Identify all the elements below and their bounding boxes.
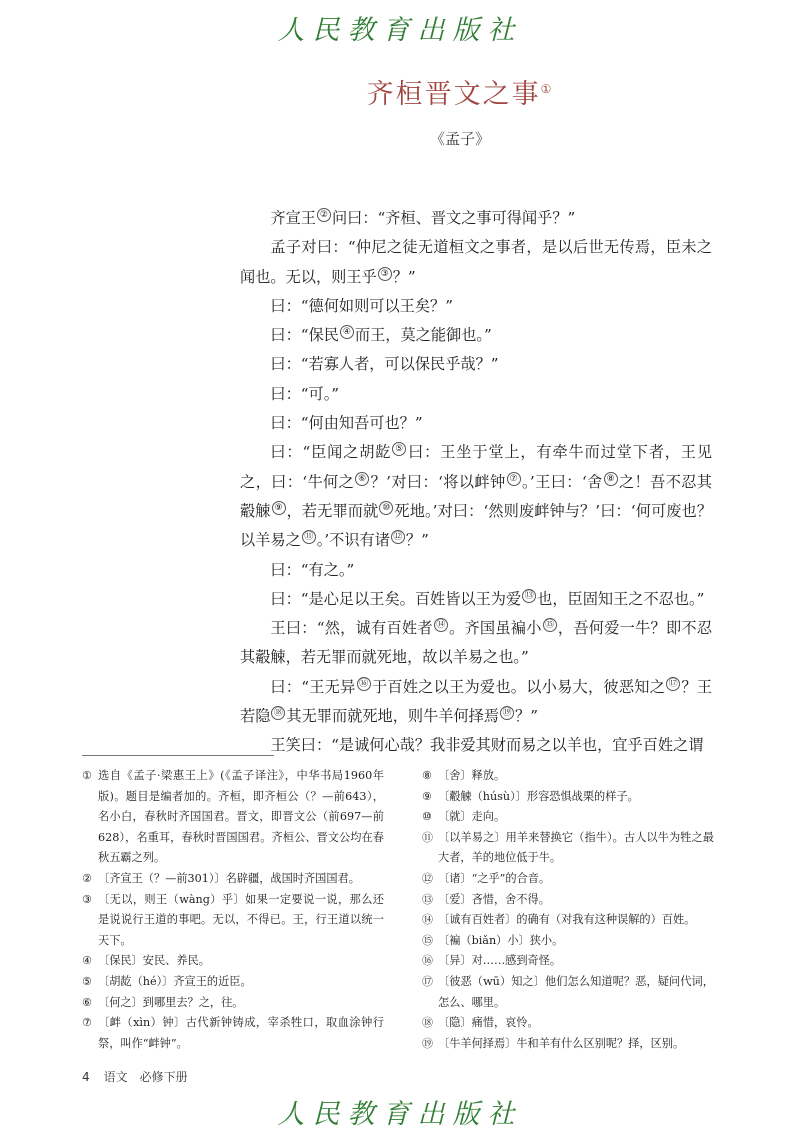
footnote-text: 〔胡龁（hé）〕齐宣王的近臣。 xyxy=(98,974,252,988)
text-run: 之！吾不忍其觳觫 xyxy=(240,472,713,520)
footnote-mark: ⑭ xyxy=(434,618,448,632)
footnote-text: 〔彼恶（wū）知之〕他们怎么知道呢？恶，疑问代词，怎么、哪里。 xyxy=(438,974,714,1009)
footnote-text: 〔舍〕释放。 xyxy=(438,769,506,782)
footnote-number: ⑩ xyxy=(422,810,432,824)
footnote-mark: ⑦ xyxy=(507,472,521,486)
footnote-text: 〔何之〕到哪里去？之，往。 xyxy=(98,995,244,1009)
footnote-mark: ⑩ xyxy=(379,501,393,515)
footnote-divider xyxy=(82,755,274,756)
text-run: 曰：“何由知吾可也？” xyxy=(270,414,423,433)
text-run: ？” xyxy=(392,267,416,286)
footnote-text: 〔诚有百姓者〕的确有（对我有这种误解的）百姓。 xyxy=(438,913,696,927)
title-text: 齐桓晋文之事 xyxy=(366,79,541,110)
footnote xyxy=(422,766,714,787)
publisher-logo-bottom: 人民教育出版社 xyxy=(277,1099,523,1130)
footnote-number: ⑫ xyxy=(422,871,433,885)
text-run: 。齐国虽褊小 xyxy=(448,619,542,638)
paragraph xyxy=(240,673,712,732)
page-footer xyxy=(82,1068,188,1085)
text-run: 曰：“若寡人者，可以保民乎哉？” xyxy=(270,355,499,374)
paragraph xyxy=(240,380,712,409)
title-note-mark: ① xyxy=(540,82,554,96)
paragraph xyxy=(240,585,712,614)
footnote-mark: ⑧ xyxy=(604,472,618,486)
text-run: 。’王曰：‘舍 xyxy=(521,472,603,491)
text-run: 。’不识有诸 xyxy=(316,531,390,550)
footnote-number: ⑰ xyxy=(422,974,433,988)
text-run: ，若无罪而就 xyxy=(286,501,379,520)
paragraph xyxy=(240,233,712,292)
paragraph xyxy=(240,204,712,233)
footnote-mark: ② xyxy=(317,208,331,222)
footnote-number: ⑯ xyxy=(422,954,433,968)
paragraph xyxy=(240,350,712,379)
paragraph xyxy=(240,556,712,585)
text-run: 齐宣王 xyxy=(270,209,316,227)
footnote-mark: ⑪ xyxy=(302,530,316,544)
footnote xyxy=(422,1034,714,1055)
footnote-text: 〔保民〕安民、养民。 xyxy=(98,954,210,968)
text-run: ，吾何爱一牛？即不忍其觳觫，若无罪而就死地，故以羊易之也。” xyxy=(240,619,713,667)
footnote xyxy=(422,890,714,911)
footnote-text: 〔觳觫（húsù）〕形容恐惧战栗的样子。 xyxy=(438,789,639,803)
footnote-number: ⑧ xyxy=(422,769,432,782)
footnote xyxy=(422,931,714,952)
footnote-text: 〔隐〕痛惜，哀怜。 xyxy=(438,1016,539,1030)
text-run: 曰：王坐于堂上，有牵牛而过堂下者，王见之，曰：‘牛何之 xyxy=(240,443,713,491)
text-run: 孟子对曰：“仲尼之徒无道桓文之事者，是以后世无传焉，臣未之闻也。无以，则王乎 xyxy=(240,238,712,286)
footnote xyxy=(422,951,714,972)
text-run: 曰：“可。” xyxy=(270,384,340,403)
footnote-mark: ⑱ xyxy=(271,706,285,720)
footnote-text: 〔牛羊何择焉〕牛和羊有什么区别呢？择，区别。 xyxy=(438,1036,685,1050)
paragraph xyxy=(240,292,712,321)
author: 《孟子》 xyxy=(429,130,490,148)
footnote-number: ⑱ xyxy=(422,1016,433,1030)
footnote-number: ② xyxy=(82,871,92,885)
footnote-number: ⑥ xyxy=(82,995,92,1009)
footnote-number: ⑲ xyxy=(422,1036,433,1050)
footnote-mark: ⑯ xyxy=(357,677,371,691)
footnote xyxy=(422,787,714,808)
footnote xyxy=(422,828,714,869)
footnote-text: 〔爱〕吝惜，舍不得。 xyxy=(438,892,550,906)
footnote xyxy=(82,993,384,1014)
footnote xyxy=(422,1013,714,1034)
text-run: 其无罪而就死地，则牛羊何择焉 xyxy=(286,707,499,726)
footnote-text: 〔异〕对……感到奇怪。 xyxy=(438,954,562,968)
footnote-text: 〔齐宣王（？—前301）〕名辟疆，战国时齐国国君。 xyxy=(98,871,360,885)
footnote-text: 〔无以，则王（wàng）乎〕如果一定要说一说，那么还是说说行王道的事吧。无以，不得已。王，行王道以统一天下。 xyxy=(98,892,384,947)
publisher-logo-top: 人民教育出版社 xyxy=(277,15,523,46)
footnote-number: ① xyxy=(82,769,92,782)
footnote-mark: ⑰ xyxy=(666,677,680,691)
footnote-number: ⑤ xyxy=(82,974,92,988)
footnote xyxy=(422,807,714,828)
text-run: 曰：“有之。” xyxy=(270,560,355,579)
book-name: 语文 必修下册 xyxy=(103,1070,188,1084)
footnote-number: ④ xyxy=(82,954,92,968)
text-run: 曰：“臣闻之胡龁 xyxy=(270,443,392,462)
footnote-number: ③ xyxy=(82,892,92,906)
footnote-mark: ⑮ xyxy=(543,618,557,632)
text-run: ？” xyxy=(515,707,538,726)
footnote-mark: ④ xyxy=(340,325,354,339)
footnote xyxy=(82,890,384,952)
page-number: 4 xyxy=(82,1070,90,1084)
footnote xyxy=(82,766,384,869)
footnote xyxy=(82,972,384,993)
footnote-text: 〔以羊易之〕用羊来替换它（指牛）。古人以牛为牲之最大者，羊的地位低于牛。 xyxy=(438,830,714,865)
paragraph xyxy=(240,614,712,673)
footnote-text: 〔衅（xìn）钟〕古代新钟铸成，宰杀牲口，取血涂钟行祭，叫作“衅钟”。 xyxy=(98,1016,384,1050)
footnote-text: 选自《孟子·梁惠王上》(《孟子译注》，中华书局1960年版)。题目是编者加的。齐桓，即齐桓公（？—前643），名小白，春秋时齐国国君。晋文，即晋文公（前697—前628），名重耳，春秋时晋国国君。齐桓公、晋文公均在春秋五霸之列。 xyxy=(98,769,384,865)
footnote-text: 〔褊（biǎn）小〕狭小。 xyxy=(438,933,564,947)
footnote-mark: ⑤ xyxy=(392,442,406,456)
paragraph xyxy=(240,409,712,438)
text-run: 也，臣固知王之不忍也。” xyxy=(537,589,705,608)
text-run: 曰：“是心足以王矣。百姓皆以王为爱 xyxy=(270,589,522,608)
footnote-mark: ⑥ xyxy=(355,472,369,486)
footnote-number: ⑮ xyxy=(422,933,433,947)
footnote-number: ⑭ xyxy=(422,913,433,927)
text-run: 于百姓之以王为爱也。以小易大，彼恶知之 xyxy=(371,677,666,696)
footnote-number: ⑬ xyxy=(422,892,433,906)
text-run: 曰：“保民 xyxy=(270,326,339,345)
footnotes-right xyxy=(422,766,714,1054)
footnote-text: 〔就〕走向。 xyxy=(438,810,506,824)
paragraph xyxy=(240,731,712,760)
text-run: 王笑曰：“是诚何心哉？我非爱其财而易之以羊也，宜乎百姓之谓 xyxy=(270,736,704,755)
footnote xyxy=(422,972,714,1013)
footnote-text: 〔诸〕“之乎”的合音。 xyxy=(438,871,551,885)
paragraph xyxy=(240,438,712,555)
footnote-number: ⑨ xyxy=(422,789,432,803)
text-run: 曰：“德何如则可以王矣？” xyxy=(270,296,453,315)
footnotes-left xyxy=(82,766,384,1054)
footnote-mark: ⑫ xyxy=(391,530,405,544)
footnote-mark: ③ xyxy=(378,267,392,281)
text-run: ？” xyxy=(405,531,429,550)
footnote xyxy=(422,910,714,931)
footnote xyxy=(82,869,384,890)
text-run: 王曰：“然，诚有百姓者 xyxy=(270,619,433,638)
text-run: 问曰：“齐桓、晋文之事可得闻乎？” xyxy=(331,209,576,227)
footnote-mark: ⑨ xyxy=(272,501,286,515)
footnote-number: ⑦ xyxy=(82,1016,92,1030)
footnote-number: ⑪ xyxy=(422,830,433,844)
footnote-mark: ⑬ xyxy=(522,589,536,603)
paragraph xyxy=(240,321,712,350)
text-run: 曰：“王无异 xyxy=(270,677,356,696)
page-title xyxy=(0,72,800,111)
main-text xyxy=(240,204,712,761)
footnote xyxy=(82,1013,384,1054)
text-run: ？王若隐 xyxy=(240,677,713,726)
footnote xyxy=(82,951,384,972)
text-run: ？’对曰：‘将以衅钟 xyxy=(370,472,506,491)
footnote-mark: ⑲ xyxy=(500,706,514,720)
footnote xyxy=(422,869,714,890)
text-run: 死地。’对曰：‘然则废衅钟与？’曰：‘何可废也？以羊易之 xyxy=(240,501,713,550)
text-run: 而王，莫之能御也。” xyxy=(354,326,492,345)
